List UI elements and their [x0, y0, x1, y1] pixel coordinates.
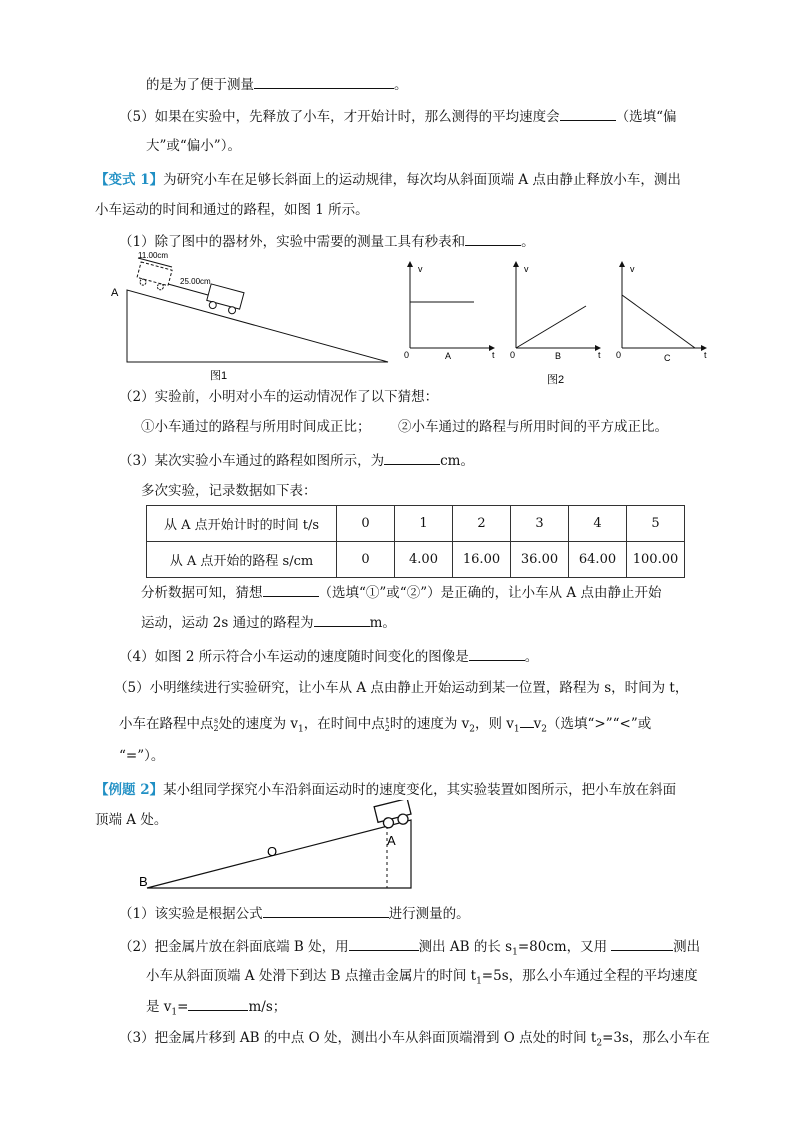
- graph-c-line: [622, 295, 695, 348]
- dimension-25cm: 25.00cm: [180, 277, 211, 286]
- car: [374, 800, 413, 830]
- answer-blank[interactable]: [560, 106, 616, 121]
- point-a-label: A: [111, 287, 119, 299]
- answer-blank[interactable]: [384, 450, 440, 465]
- variant-intro-2: 小车运动的时间和通过的路程，如图 1 所示。: [95, 202, 369, 218]
- example-2-q2-line3: 是 $v_1= m/s$；: [146, 996, 286, 1023]
- table-row: 从 A 点开始的路程 s/cm 0 4.00 16.00 36.00 64.00 100.00: [147, 542, 685, 578]
- guess-1: ①小车通过的路程与所用时间成正比；: [141, 419, 371, 435]
- graph-a-label: A: [445, 351, 452, 361]
- point-a-label: A: [387, 833, 396, 848]
- guess-2: ②小车通过的路程与所用时间的平方成正比。: [398, 419, 668, 435]
- fraction-s-over-2: s 2: [213, 715, 219, 733]
- svg-text:t: t: [704, 350, 707, 360]
- example-2-q1: （1）该实验是根据公式 进行测量的。: [119, 903, 470, 924]
- svg-text:t: t: [598, 350, 601, 360]
- record-text: 多次实验，记录数据如下表：: [141, 483, 317, 499]
- continued-line: 的是为了便于测量 。: [146, 74, 408, 95]
- svg-text:v: v: [524, 264, 529, 274]
- fraction-t-over-2: t 2: [384, 715, 390, 733]
- car: [205, 284, 244, 315]
- svg-text:v: v: [418, 264, 423, 274]
- graph-b[interactable]: [510, 262, 601, 361]
- example-2-q2-line2: 小车从斜面顶端 A 处滑下到达 B 点撞击金属片的时间 $t_1=5s$，那么小车通过全程的平均速度: [146, 968, 698, 987]
- svg-text:t: t: [492, 350, 495, 360]
- variant-q4: （4）如图 2 所示符合小车运动的速度随时间变化的图像是 。: [119, 646, 538, 667]
- figure-1-incline: [100, 248, 395, 383]
- table-row: 从 A 点开始计时的时间 t/s 0 1 2 3 4 5: [147, 506, 685, 542]
- variant-q2: （2）实验前，小明对小车的运动情况作了以下猜想：: [119, 389, 439, 405]
- graph-a[interactable]: [404, 262, 495, 361]
- example-2-incline-figure: [137, 800, 417, 892]
- variant-q3: （3）某次实验小车通过的路程如图所示，为 cm。: [119, 450, 474, 471]
- graph-b-line: [516, 306, 586, 348]
- analysis-line-1: 分析数据可知，猜想 （选填“①”或“②”）是正确的，让小车从 A 点由静止开始: [141, 582, 661, 603]
- svg-text:0: 0: [510, 350, 516, 360]
- graph-c[interactable]: [616, 262, 707, 363]
- analysis-line-2: 运动，运动 2s 通过的路程为 m。: [141, 612, 396, 633]
- example-2-intro: 【例题 2】某小组同学探究小车沿斜面运动时的速度变化，其实验装置如图所示，把小车放在斜面: [95, 782, 677, 798]
- svg-text:v: v: [630, 264, 635, 274]
- answer-blank[interactable]: [469, 646, 525, 661]
- graph-c-label: C: [664, 353, 671, 363]
- example-2-q3: （3）把金属片移到 AB 的中点 O 处，测出小车从斜面顶端滑到 O 点处的时间 $t_2=3s$，那么小车在: [119, 1030, 710, 1049]
- variant-tag: 【变式 1】: [95, 172, 164, 188]
- answer-blank[interactable]: [465, 231, 521, 246]
- figure-2-graphs: [398, 258, 718, 388]
- example-2-tag: 【例题 2】: [95, 782, 164, 798]
- answer-blank[interactable]: [520, 713, 534, 728]
- figure-1-caption: 图1: [210, 370, 228, 382]
- question-5: （5）如果在实验中，先释放了小车，才开始计时，那么测得的平均速度会 （选填“偏: [119, 106, 677, 127]
- answer-blank[interactable]: [188, 996, 248, 1011]
- svg-text:0: 0: [616, 350, 622, 360]
- example-2-intro-2: 顶端 A 处。: [95, 812, 168, 828]
- answer-blank[interactable]: [314, 612, 370, 627]
- row-header: 从 A 点开始计时的时间 t/s: [147, 506, 337, 542]
- figure-2-caption: 图2: [547, 374, 565, 386]
- example-2-q2: （2）把金属片放在斜面底端 B 处，用 测出 AB 的长 $s_1=80cm$，又用 测出: [119, 936, 700, 963]
- car-start-dashed: [135, 262, 172, 292]
- variant-q5-line2: 小车在路程中点 s 2 处的速度为 $v_1$，在时间中点 t 2 时的速度为 $v_2$，则 $v_1$ $v_2$（选填“>”“<”或: [119, 713, 651, 740]
- variant-q5: （5）小明继续进行实验研究，让小车从 A 点由静止开始运动到某一位置，路程为 s，时间为 t，: [114, 680, 689, 696]
- variant-q1: （1）除了图中的器材外，实验中需要的测量工具有秒表和 。: [119, 231, 535, 252]
- point-o-label: O: [267, 844, 278, 859]
- question-5-cont: 大”或“偏小”）。: [146, 138, 241, 154]
- variant-q5-line3: “=”）。: [119, 748, 165, 764]
- answer-blank[interactable]: [263, 903, 389, 918]
- row-header: 从 A 点开始的路程 s/cm: [147, 542, 337, 578]
- svg-text:0: 0: [404, 350, 410, 360]
- variant-intro: 【变式 1】为研究小车在足够长斜面上的运动规律，每次均从斜面顶端 A 点由静止释放小车，测出: [95, 172, 681, 188]
- data-table: [146, 505, 685, 578]
- graph-b-label: B: [555, 351, 562, 361]
- answer-blank[interactable]: [254, 74, 394, 89]
- point-b-label: B: [139, 874, 148, 889]
- answer-blank[interactable]: [611, 936, 673, 951]
- dimension-11cm: 11.00cm: [138, 251, 169, 260]
- answer-blank[interactable]: [349, 936, 419, 951]
- answer-blank[interactable]: [263, 582, 319, 597]
